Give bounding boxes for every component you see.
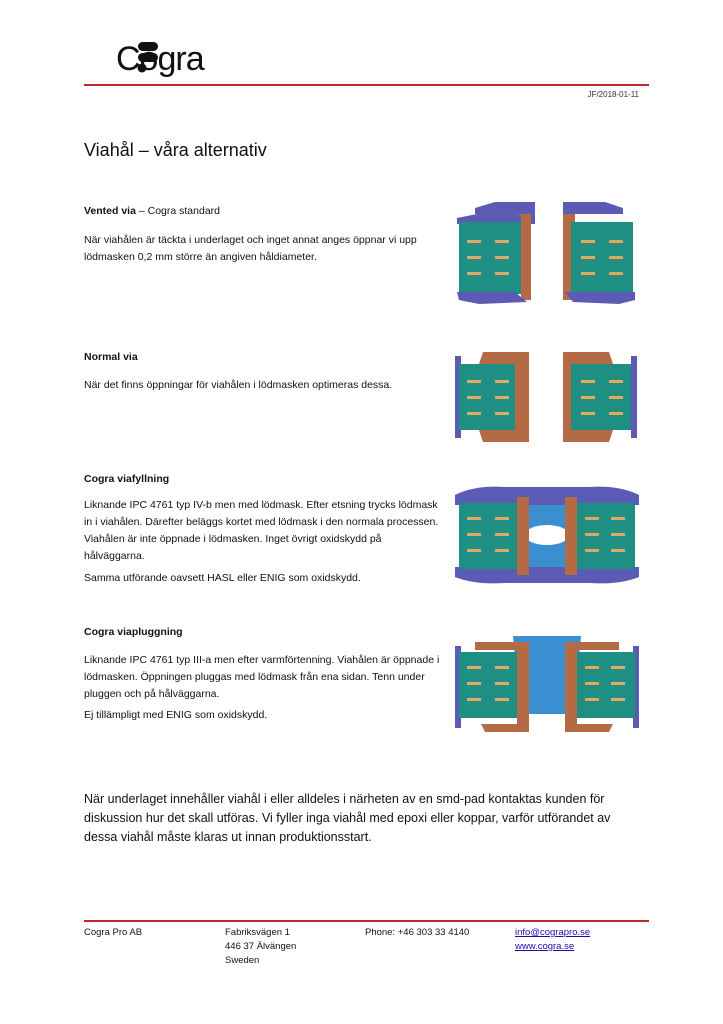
footer-phone: Phone: +46 303 33 4140: [365, 927, 470, 938]
page-title: Viahål – våra alternativ: [84, 140, 267, 160]
section-title: Normal via: [84, 351, 138, 363]
via-plugging-diagram: [455, 632, 640, 742]
footer-divider: [84, 920, 649, 922]
section-body: Liknande IPC 4761 typ III-a men efter varmförtenning. Viahålen är öppnade i lödmasken. Öppningen pluggas med lödmask från ena sidan. Tenn under pluggen och på hålväggarna.: [84, 654, 440, 700]
section-body: Liknande IPC 4761 typ IV-b men med lödmask. Efter etsning trycks lödmask in i viahålen. Därefter beläggs kortet med lödmask i den normala processen. Viahålen är inte öppnade i lödmasken. Inget övrigt oxidskydd på hålväggarna.: [84, 499, 439, 562]
section-subtitle: – Cogra standard: [135, 205, 221, 217]
vented-via-diagram: [455, 200, 640, 315]
header-divider: [84, 84, 649, 86]
website-link[interactable]: www.cogra.se: [515, 941, 575, 952]
normal-via-diagram: [455, 350, 640, 450]
via-filling-diagram: [455, 483, 640, 588]
section-title: Cogra viafyllning: [84, 473, 170, 485]
footer-address: [225, 926, 296, 968]
section-title-main: Vented via: [84, 205, 136, 217]
section-body: När det finns öppningar för viahålen i lödmasken optimeras dessa.: [84, 379, 393, 391]
address-line: Sweden: [225, 955, 260, 966]
logo-text: Cogra: [116, 40, 204, 78]
section-body: När viahålen är täckta i underlaget och inget annat anges öppnar vi upp lödmasken 0,2 mm större än angiven håldiameter.: [84, 234, 417, 263]
conclusion-paragraph: När underlaget innehåller viahål i eller alldeles i närheten av en smd-pad kontaktas kunden för diskussion hur det skall utföras. Vi fyller inga viahål med epoxi eller koppar, varför utförandet av dessa viahål måste klaras ut innan produktionsstart.: [84, 792, 611, 844]
document-reference: JF/2018-01-11: [587, 90, 639, 99]
section-title: Cogra viapluggning: [84, 626, 183, 638]
footer-contact: [515, 926, 590, 954]
section-title: [84, 205, 220, 217]
section-body: Ej tillämpligt med ENIG som oxidskydd.: [84, 709, 268, 721]
footer-company: Cogra Pro AB: [84, 927, 143, 938]
email-link[interactable]: info@cograpro.se: [515, 927, 591, 938]
section-body: Samma utförande oavsett HASL eller ENIG som oxidskydd.: [84, 572, 361, 584]
address-line: Fabriksvägen 1: [225, 927, 290, 938]
address-line: 446 37 Älvängen: [225, 941, 297, 952]
